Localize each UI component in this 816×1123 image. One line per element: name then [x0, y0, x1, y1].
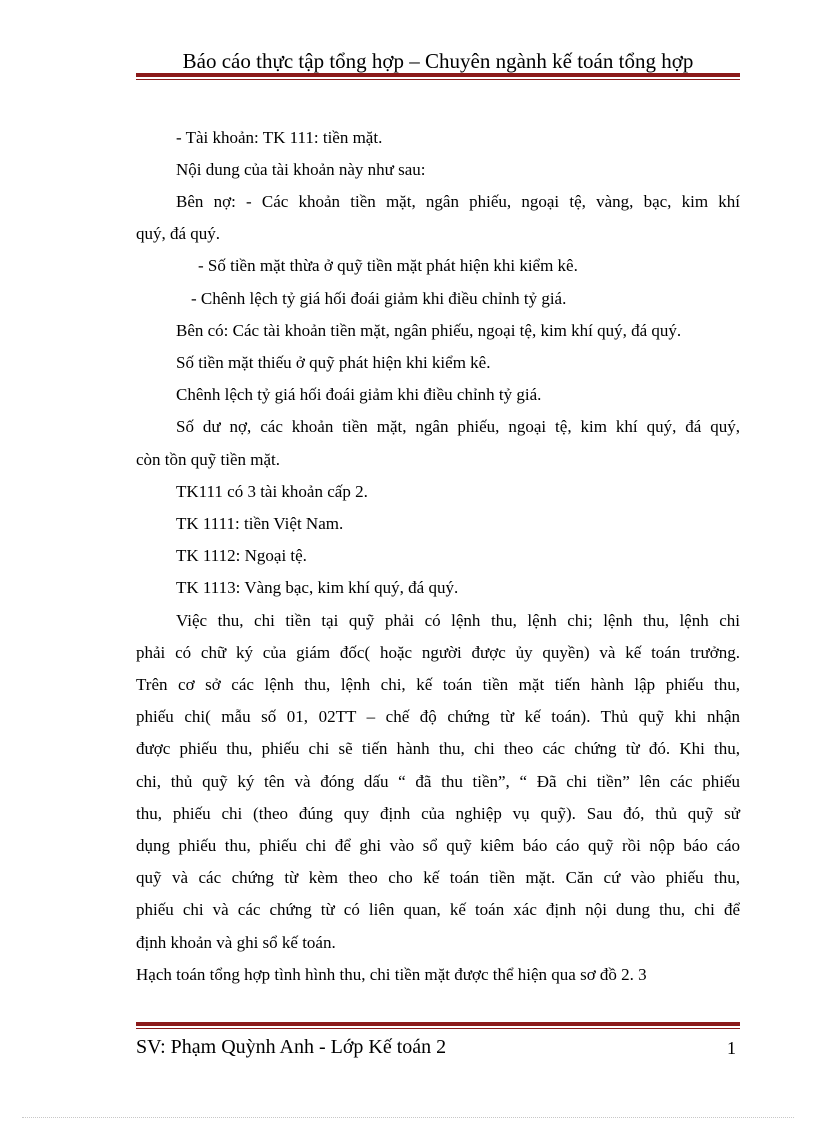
text-line: TK 1112: Ngoại tệ.	[176, 546, 307, 565]
text-line: - Tài khoản: TK 111: tiền mặt.	[176, 128, 383, 147]
text-line: quỹ và các chứng từ kèm theo cho kế toán tiền mặt. Căn cứ vào phiếu thu,	[136, 868, 740, 887]
text-line: - Chênh lệch tỷ giá hối đoái giảm khi điều chỉnh tỷ giá.	[191, 289, 567, 308]
running-header-title: Báo cáo thực tập tổng hợp – Chuyên ngành kế toán tổng hợp	[182, 49, 694, 73]
text-line: Bên có: Các tài khoản tiền mặt, ngân phiếu, ngoại tệ, kim khí quý, đá quý.	[176, 321, 682, 340]
header-divider	[136, 73, 740, 80]
text-line: còn tồn quỹ tiền mặt.	[136, 450, 281, 469]
text-line: được phiếu thu, phiếu chi sẽ tiến hành thu, chi theo các chứng từ đó. Khi thu,	[136, 739, 740, 758]
text-line: quý, đá quý.	[136, 224, 221, 243]
text-line: chi, thủ quỹ ký tên và đóng dấu “ đã thu tiền”, “ Đã chi tiền” lên các phiếu	[136, 772, 740, 791]
text-line: Số tiền mặt thiếu ở quỹ phát hiện khi kiểm kê.	[176, 353, 491, 372]
page-number: 1	[727, 1038, 736, 1058]
text-line: Chênh lệch tỷ giá hối đoái giảm khi điều chỉnh tỷ giá.	[176, 385, 542, 404]
text-line: thu, phiếu chi (theo đúng quy định của nghiệp vụ quỹ). Sau đó, thủ quỹ sử	[136, 804, 740, 823]
text-line: Nội dung của tài khoản này như sau:	[176, 160, 426, 179]
text-line: phiếu chi và các chứng từ có liên quan, kế toán xác định nội dung thu, chi để	[136, 900, 740, 919]
page-boundary	[22, 1117, 794, 1118]
text-line: TK 1111: tiền Việt Nam.	[176, 514, 344, 533]
text-line: định khoản và ghi sổ kế toán.	[136, 933, 336, 952]
footer-author: SV: Phạm Quỳnh Anh - Lớp Kế toán 2	[136, 1036, 447, 1058]
text-line: - Số tiền mặt thừa ở quỹ tiền mặt phát hiện khi kiểm kê.	[198, 256, 578, 275]
text-line: Hạch toán tổng hợp tình hình thu, chi tiền mặt được thể hiện qua sơ đồ 2. 3	[136, 965, 647, 984]
text-line: Bên nợ: - Các khoản tiền mặt, ngân phiếu, ngoại tệ, vàng, bạc, kim khí	[176, 192, 740, 211]
text-line: phiếu chi( mẫu số 01, 02TT – chế độ chứng từ kế toán). Thủ quỹ khi nhận	[136, 707, 740, 726]
text-line: Việc thu, chi tiền tại quỹ phải có lệnh thu, lệnh chi; lệnh thu, lệnh chi	[176, 611, 740, 630]
text-line: TK 1113: Vàng bạc, kim khí quý, đá quý.	[176, 578, 459, 597]
text-line: dụng phiếu thu, phiếu chi để ghi vào sổ quỹ kiêm báo cáo quỹ rồi nộp báo cáo	[136, 836, 740, 855]
text-line: Trên cơ sở các lệnh thu, lệnh chi, kế toán tiền mặt tiến hành lập phiếu thu,	[136, 675, 740, 694]
footer-divider	[136, 1022, 740, 1029]
text-line: phải có chữ ký của giám đốc( hoặc người được ủy quyền) và kế toán trưởng.	[136, 643, 740, 662]
text-line: TK111 có 3 tài khoản cấp 2.	[176, 482, 368, 501]
text-line: Số dư nợ, các khoản tiền mặt, ngân phiếu, ngoại tệ, kim khí quý, đá quý,	[176, 417, 740, 436]
